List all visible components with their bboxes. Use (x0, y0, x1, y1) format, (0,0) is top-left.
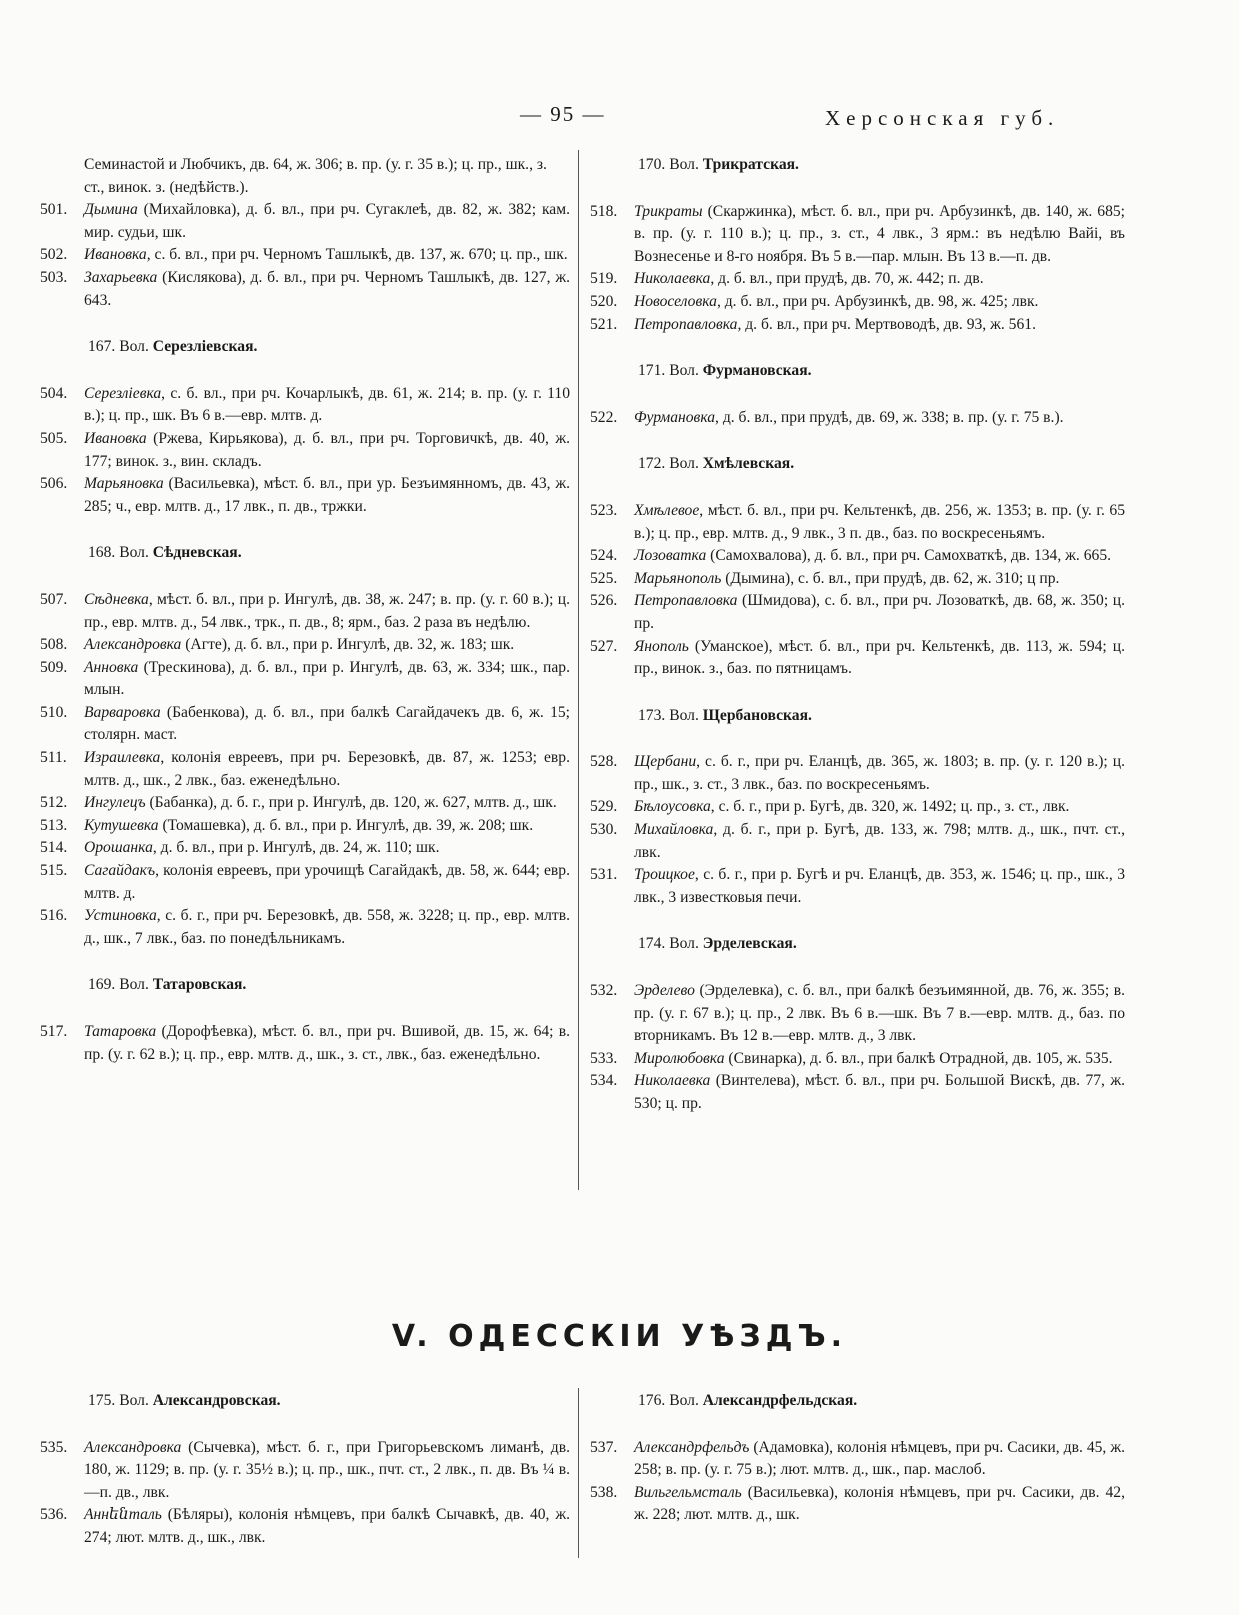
settlement-name: Александровка (84, 1438, 182, 1456)
spacer (40, 1413, 570, 1437)
volost-heading (40, 542, 570, 565)
running-header: Херсонская губ. (825, 106, 1060, 130)
settlement-entry (590, 980, 1125, 1048)
page-number: — 95 — (520, 102, 606, 126)
entry-number: 506. (40, 475, 68, 493)
volost-label: Вол. (115, 544, 153, 562)
entry-details: , д. б. вл., при рч. Арбузинкѣ, дв. 98, ж. 425; лвк. (716, 292, 1039, 310)
entry-details: , с. б. г., при рч. Березовкѣ, дв. 558, ж. 3228; ц. пр., евр. млтв. д., шк., 7 лвк., баз. по понедѣльникамъ. (84, 907, 570, 947)
entry-details: (Сычевка), мѣст. б. г., при Григорьевскомъ лиманѣ, дв. 180, ж. 1129; в. пр. (у. г. 35½ в.); ц. пр., шк., пчт. ст., 2 лвк., п. дв. Въ ¼ в.—п. дв., лвк. (84, 1438, 570, 1501)
settlement-name: Сагайдакъ (84, 862, 156, 880)
entry-number: 511. (40, 749, 67, 767)
settlement-entry (40, 267, 570, 312)
settlement-entry (590, 500, 1125, 545)
settlement-entry (590, 636, 1125, 681)
settlement-entry (40, 905, 570, 950)
entry-number: 535. (40, 1438, 68, 1456)
volost-number: 169. (88, 976, 116, 994)
settlement-entry (590, 751, 1125, 796)
spacer (590, 383, 1125, 407)
entry-details: (Михайловка), д. б. вл., при рч. Сугаклеѣ, дв. 82, ж. 382; кам. мир. судьи, шк. (84, 201, 570, 241)
settlement-entry (590, 314, 1125, 337)
entry-number: 525. (590, 569, 618, 587)
entry-number: 536. (40, 1506, 68, 1524)
entry-number: 532. (590, 982, 618, 1000)
settlement-entry (40, 634, 570, 657)
settlement-name: Эрделево (634, 982, 695, 1000)
spacer (40, 312, 570, 336)
volost-label: Вол. (115, 338, 153, 356)
settlement-name: Новоселовка (634, 292, 717, 310)
entry-details: (Винтелева), мѣст. б. вл., при рч. Большой Вискѣ, дв. 77, ж. 530; ц. пр. (634, 1072, 1125, 1112)
volost-label: Вол. (665, 156, 703, 173)
volost-heading (40, 974, 570, 997)
settlement-entry (40, 383, 570, 428)
entry-details: , колонiя евреевъ, при рч. Березовкѣ, дв. 87, ж. 1253; евр. млтв. д., шк., 2 лвк., баз. еженедѣльно. (84, 749, 570, 789)
volost-label: Вол. (665, 935, 703, 953)
volost-heading (40, 336, 570, 359)
volost-heading (590, 705, 1125, 728)
entry-number: 530. (590, 821, 618, 839)
entry-details: (Васильевка), колонiя нѣмцевъ, при рч. Сасики, дв. 42, ж. 228; лют. млтв. д., шк. (634, 1483, 1125, 1524)
entry-number: 516. (40, 907, 68, 925)
settlement-name: Щербани (634, 753, 697, 771)
entry-details: (Ржева, Кирьякова), д. б. вл., при рч. Торговичкѣ, дв. 40, ж. 177; винок. з., вин. складъ. (84, 429, 570, 470)
entry-number: 528. (590, 753, 618, 771)
entry-number: 534. (590, 1072, 618, 1090)
entry-number: 533. (590, 1049, 618, 1067)
settlement-entry (40, 815, 570, 838)
entry-number: 531. (590, 866, 618, 884)
entry-number: 538. (590, 1483, 618, 1501)
entry-details: , с. б. г., при р. Бугѣ и рч. Еланцѣ, дв. 353, ж. 1546; ц. пр., шк., 3 лвк., 3 известковыя печи. (634, 866, 1125, 906)
entry-number: 508. (40, 636, 68, 654)
entry-number: 501. (40, 201, 68, 219)
volost-name: Серезлiевская. (152, 338, 258, 356)
settlement-name: Орошанка (84, 839, 153, 857)
entry-details: , д. б. вл., при прудѣ, дв. 70, ж. 442; п. дв. (710, 270, 984, 288)
settlement-name: Татаровка (84, 1023, 157, 1040)
volost-label: Вол. (665, 1392, 703, 1409)
settlement-entry (590, 407, 1125, 430)
settlement-entry (40, 199, 570, 244)
entry-number: 519. (590, 270, 618, 288)
spacer (40, 565, 570, 589)
settlement-name: Анновка (84, 658, 139, 676)
spacer (590, 909, 1125, 933)
settlement-name: Фурмановка (634, 408, 716, 426)
settlement-name: Трикраты (634, 202, 703, 220)
entry-number: 517. (40, 1023, 68, 1040)
entry-number: 527. (590, 637, 618, 655)
volost-name: Александровская. (152, 1392, 281, 1409)
entry-number: 509. (40, 658, 68, 676)
entry-details: (Шмидова), с. б. вл., при рч. Лозоваткѣ, дв. 68, ж. 350; ц. пр. (634, 592, 1125, 632)
entry-number: 515. (40, 862, 68, 880)
entry-details: (Трескинова), д. б. вл., при р. Ингулѣ, дв. 63, ж. 334; шк., пар. млын. (84, 658, 570, 699)
volost-number: 167. (88, 338, 116, 356)
volost-heading (590, 360, 1125, 383)
volost-number: 172. (638, 455, 666, 473)
settlement-name: Сѣдневка (84, 590, 149, 608)
entry-number: 526. (590, 592, 618, 610)
entry-number: 504. (40, 384, 68, 402)
volost-label: Вол. (665, 706, 703, 724)
entry-details: , мѣст. б. вл., при рч. Кельтенкѣ, дв. 256, ж. 1353; в. пр. (у. г. 65 в.); ц. пр., евр. млтв. д., 9 лвк., 3 п. дв., баз. по воскресеньямъ. (634, 501, 1125, 542)
entry-details: (Уманское), мѣст. б. вл., при рч. Кельтенкѣ, дв. 113, ж. 594; ц. пр., винок. з., баз. по пятницамъ. (634, 637, 1125, 678)
settlement-entry (40, 747, 570, 792)
volost-heading (590, 453, 1125, 476)
entry-details: (Томашевка), д. б. вл., при р. Ингулѣ, дв. 39, ж. 208; шк. (158, 816, 534, 834)
volost-name: Фурмановская. (702, 362, 812, 380)
settlement-entry (40, 1504, 570, 1549)
volost-name: Татаровская. (152, 976, 247, 994)
spacer (590, 681, 1125, 705)
entry-number: 521. (590, 315, 618, 333)
entry-details: , д. б. вл., при прудѣ, дв. 69, ж. 338; в. пр. (у. г. 75 в.). (715, 408, 1064, 426)
spacer (590, 727, 1125, 751)
entry-details: (Бабанка), д. б. г., при р. Ингулѣ, дв. 120, ж. 627, млтв. д., шк. (145, 794, 557, 812)
entry-number: 507. (40, 590, 68, 608)
settlement-name: Миролюбовка (634, 1049, 725, 1067)
settlement-entry (40, 473, 570, 518)
spacer (590, 476, 1125, 500)
settlement-entry (590, 545, 1125, 568)
settlement-entry (40, 428, 570, 473)
spacer (590, 336, 1125, 360)
settlement-name: Николаевка (634, 270, 711, 288)
settlement-entry (590, 1437, 1125, 1482)
entry-number: 502. (40, 246, 68, 264)
volost-label: Вол. (115, 1392, 153, 1409)
volost-number: 173. (638, 706, 666, 724)
entry-details: (Бѣляры), колонiя нѣмцевъ, при балкѣ Сычавкѣ, дв. 40, ж. 274; лют. млтв. д., шк., лвк. (84, 1506, 570, 1546)
column-divider (578, 150, 579, 1190)
spacer (40, 997, 570, 1021)
settlement-name: Дымина (84, 201, 138, 219)
entry-number: 514. (40, 839, 68, 857)
volost-label: Вол. (115, 976, 153, 994)
settlement-entry (590, 291, 1125, 314)
settlement-name: Израилевка (84, 749, 161, 767)
settlement-name: Янополь (634, 637, 689, 655)
entry-details: (Дымина), с. б. вл., при прудѣ, дв. 62, ж. 310; ц пр. (721, 569, 1060, 587)
settlement-name: Марьяновка (84, 475, 164, 493)
settlement-entry (590, 201, 1125, 269)
entry-number: 523. (590, 501, 618, 519)
bottom-right-column (590, 1390, 1125, 1527)
settlement-entry (40, 244, 570, 267)
volost-number: 171. (638, 362, 666, 380)
volost-name: Эрделевская. (702, 935, 797, 953)
settlement-entry (590, 864, 1125, 909)
entry-number: 510. (40, 703, 68, 721)
settlement-name: Троицкое (634, 866, 695, 884)
settlement-entry (40, 860, 570, 905)
settlement-entry (40, 1021, 570, 1066)
settlement-name: Александровка (84, 636, 182, 654)
entry-details: (Бабенкова), д. б. вл., при балкѣ Сагайдачекъ дв. 6, ж. 15; столярн. маст. (84, 703, 570, 744)
settlement-name: Михайловка (634, 821, 714, 839)
continued-entry: Семинастой и Любчикъ, дв. 64, ж. 306; в. пр. (у. г. 35 в.); ц. пр., шк., з. ст., винок. з. (недѣйств.). (84, 156, 547, 196)
entry-details: (Дорофѣевка), мѣст. б. вл., при рч. Вшивой, дв. 15, ж. 64; в. пр. (у. г. 62 в.); ц. пр., евр. млтв. д., шк., з. ст., лвк., баз. еженедѣльно. (84, 1023, 570, 1063)
entry-details: (Эрделевка), с. б. вл., при балкѣ безъимянной, дв. 76, ж. 355; в. пр. (у. г. 67 в.); ц. пр., 2 лвк. Въ 6 в.—шк. Въ 7 в.—евр. млтв. д., баз. по вторникамъ. Въ 12 в.—евр. млтв. д., 3 лвк. (634, 982, 1125, 1045)
settlement-entry (590, 590, 1125, 635)
settlement-entry (590, 1070, 1125, 1115)
entry-details: , д. б. вл., при рч. Мертвоводѣ, дв. 93, ж. 561. (737, 315, 1036, 333)
entry-details: , д. б. г., при р. Бугѣ, дв. 133, ж. 798; млтв. д., шк., пчт. ст., лвк. (634, 821, 1125, 861)
entry-details: (Кислякова), д. б. вл., при рч. Черномъ Ташлыкѣ, дв. 127, ж. 643. (84, 268, 570, 309)
settlement-name: Захарьевка (84, 268, 158, 286)
settlement-name: Серезлiевка (84, 384, 162, 402)
settlement-name: Хмѣлевое (634, 501, 700, 519)
settlement-entry (40, 702, 570, 747)
settlement-name: Александрфельдъ (634, 1438, 750, 1456)
entry-number: 520. (590, 292, 618, 310)
settlement-entry (40, 657, 570, 702)
spacer (590, 429, 1125, 453)
volost-label: Вол. (665, 455, 703, 473)
settlement-entry (40, 792, 570, 815)
settlement-name: Варваровка (84, 703, 161, 721)
volost-heading (590, 933, 1125, 956)
volost-label: Вол. (665, 362, 703, 380)
uezd-title: V. ОДЕССКIИ УѢЗДЪ. (391, 1319, 848, 1354)
entry-details: , с. б. вл., при рч. Кочарлыкѣ, дв. 61, ж. 214; в. пр. (у. г. 110 в.); ц. пр., шк. Въ 6 в.—евр. млтв. д. (84, 384, 570, 425)
spacer (590, 956, 1125, 980)
volost-heading (590, 154, 1125, 177)
volost-name: Хмѣлевская. (702, 455, 795, 473)
settlement-entry (590, 1482, 1125, 1527)
bottom-left-column (40, 1390, 570, 1550)
entry-number: 537. (590, 1438, 618, 1456)
settlement-entry (40, 1437, 570, 1505)
spacer (40, 359, 570, 383)
settlement-entry (590, 1048, 1125, 1071)
entry-number: 513. (40, 816, 68, 834)
entry-details: (Агте), д. б. вл., при р. Ингулѣ, дв. 32, ж. 183; шк. (181, 636, 515, 654)
volost-number: 174. (638, 935, 666, 953)
volost-name: Трикратская. (702, 156, 799, 173)
settlement-entry (40, 837, 570, 860)
settlement-name: Вильгельмсталь (634, 1483, 742, 1501)
volost-heading (590, 1390, 1125, 1413)
settlement-name: Ивановка (84, 429, 147, 447)
settlement-name: Марьянополь (634, 569, 722, 587)
spacer (590, 177, 1125, 201)
right-column (590, 154, 1125, 1116)
volost-name: Щербановская. (702, 706, 812, 724)
settlement-name: Устиновка (84, 907, 157, 925)
settlement-name: Лозоватка (634, 547, 707, 565)
volost-number: 175. (88, 1392, 116, 1409)
entry-number: 529. (590, 798, 618, 816)
settlement-name: Кутушевка (84, 816, 159, 834)
entry-number: 524. (590, 547, 618, 565)
entry-details: (Свинарка), д. б. вл., при балкѣ Отрадной, дв. 105, ж. 535. (724, 1049, 1113, 1067)
entry-details: , с. б. г., при р. Бугѣ, дв. 320, ж. 1492; ц. пр., з. ст., лвк. (710, 798, 1070, 816)
entry-details: (Васильевка), мѣст. б. вл., при ур. Безъимянномъ, дв. 43, ж. 285; ч., евр. млтв. д., 17 лвк., п. дв., тржки. (84, 475, 570, 515)
settlement-name: Аннենталь (84, 1506, 162, 1524)
left-column (40, 154, 570, 1066)
entry-number: 503. (40, 268, 68, 286)
entry-number: 522. (590, 408, 618, 426)
settlement-entry (590, 268, 1125, 291)
volost-number: 170. (638, 156, 666, 173)
settlement-name: Ивановка (84, 246, 147, 264)
entry-details: , с. б. г., при рч. Еланцѣ, дв. 365, ж. 1803; в. пр. (у. г. 120 в.); ц. пр., шк., з. ст., 3 лвк., баз. по воскресеньямъ. (634, 753, 1125, 793)
settlement-entry (40, 589, 570, 634)
volost-heading (40, 1390, 570, 1413)
volost-name: Александрфельдская. (702, 1392, 858, 1409)
entry-details: (Самохвалова), д. б. вл., при рч. Самохваткѣ, дв. 134, ж. 665. (706, 547, 1112, 565)
entry-details: (Адамовка), колонiя нѣмцевъ, при рч. Сасики, дв. 45, ж. 258; в. пр. (у. г. 75 в.); лют. млтв. д., шк., пар. маслоб. (634, 1438, 1125, 1479)
volost-number: 176. (638, 1392, 666, 1409)
entry-details: , мѣст. б. вл., при р. Ингулѣ, дв. 38, ж. 247; в. пр. (у. г. 60 в.); ц. пр., евр. млтв. д., 54 лвк., трк., п. дв., 8; ярм., баз. 2 раза въ недѣлю. (84, 590, 570, 631)
entry-number: 505. (40, 429, 68, 447)
entry-details: , д. б. вл., при р. Ингулѣ, дв. 24, ж. 110; шк. (152, 839, 440, 857)
entry-number: 512. (40, 794, 68, 812)
settlement-entry (590, 819, 1125, 864)
settlement-name: Петропавловка (634, 315, 738, 333)
settlement-entry (590, 796, 1125, 819)
entry-details: (Скаржинка), мѣст. б. вл., при рч. Арбузинкѣ, дв. 140, ж. 685; в. пр. (у. г. 110 в.); ц. пр., з. ст., 4 лвк., 3 ярм.: въ недѣлю Вайі, въ Вознесенье и 8-го ноября. Въ 5 в.—пар. млын. Въ 13 в.—п. дв. (634, 202, 1125, 265)
settlement-name: Николаевка (634, 1072, 711, 1090)
entry-details: , колонiя евреевъ, при урочищѣ Сагайдакѣ, дв. 58, ж. 644; евр. млтв. д. (84, 862, 570, 902)
volost-name: Сѣдневская. (152, 544, 242, 562)
spacer (590, 1413, 1125, 1437)
settlement-name: Бѣлоусовка (634, 798, 711, 816)
entry-details: , с. б. вл., при рч. Черномъ Ташлыкѣ, дв. 137, ж. 670; ц. пр., шк. (146, 246, 568, 264)
entry-number: 518. (590, 202, 618, 220)
settlement-name: Ингулецъ (84, 794, 146, 812)
volost-number: 168. (88, 544, 116, 562)
settlement-name: Петропавловка (634, 592, 738, 610)
spacer (40, 518, 570, 542)
settlement-entry (590, 568, 1125, 591)
bottom-column-divider (578, 1388, 579, 1558)
spacer (40, 950, 570, 974)
